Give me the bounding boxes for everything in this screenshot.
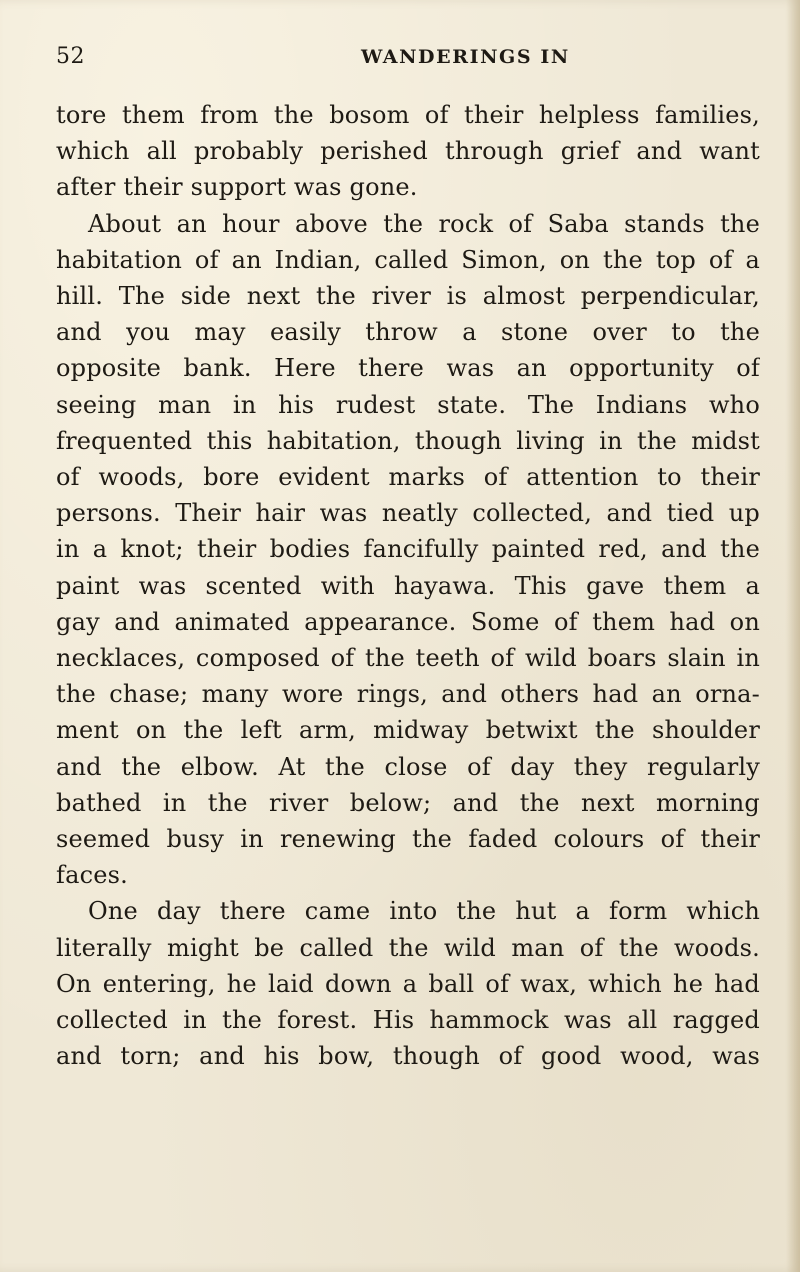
text-line: which all probably perished through grief and want: [56, 137, 760, 166]
text-line: of woods, bore evident marks of attention to their: [56, 463, 760, 492]
page-number: 52: [56, 44, 85, 69]
paragraph: [56, 893, 760, 1074]
text-line: frequented this habitation, though living in the midst: [56, 426, 760, 455]
text-line: and you may easily throw a stone over to the: [56, 318, 760, 347]
text-line: gay and animated appearance. Some of them had on: [56, 607, 760, 636]
text-line: after their support was gone.: [56, 173, 418, 202]
text-line: and torn; and his bow, though of good wood, was: [56, 1042, 760, 1071]
page-header: [56, 40, 760, 76]
text-line: in a knot; their bodies fancifully painted red, and the: [56, 535, 760, 564]
text-line: tore them from the bosom of their helpless families,: [56, 101, 760, 129]
text-line: ment on the left arm, midway betwixt the shoulder: [56, 716, 760, 745]
paragraph: [56, 206, 760, 894]
text-line: habitation of an Indian, called Simon, on the top of a: [56, 245, 760, 274]
text-line: About an hour above the rock of Saba stands the: [88, 209, 760, 238]
text-line: and the elbow. At the close of day they regularly: [56, 752, 760, 781]
text-line: hill. The side next the river is almost perpendicular,: [56, 282, 760, 311]
running-head: WANDERINGS IN: [361, 46, 570, 68]
text-line: bathed in the river below; and the next morning: [56, 788, 760, 817]
text-line: the chase; many wore rings, and others had an orna-: [56, 680, 760, 709]
body-text: [56, 97, 760, 1074]
text-line: On entering, he laid down a ball of wax, which he had: [56, 969, 760, 998]
text-line: seeing man in his rudest state. The Indians who: [56, 390, 760, 419]
text-line: collected in the forest. His hammock was all ragged: [56, 1006, 760, 1035]
page-edge-stain: [786, 0, 800, 1272]
text-line: faces.: [56, 861, 128, 890]
paragraph: [56, 97, 760, 206]
text-line: literally might be called the wild man of the woods.: [56, 933, 760, 962]
text-line: seemed busy in renewing the faded colours of their: [56, 825, 760, 854]
text-line: One day there came into the hut a form which: [88, 897, 760, 926]
text-line: paint was scented with hayawa. This gave them a: [56, 571, 760, 600]
text-line: opposite bank. Here there was an opportunity of: [56, 354, 760, 383]
text-line: persons. Their hair was neatly collected, and tied up: [56, 499, 760, 528]
text-line: necklaces, composed of the teeth of wild boars slain in: [56, 644, 760, 673]
